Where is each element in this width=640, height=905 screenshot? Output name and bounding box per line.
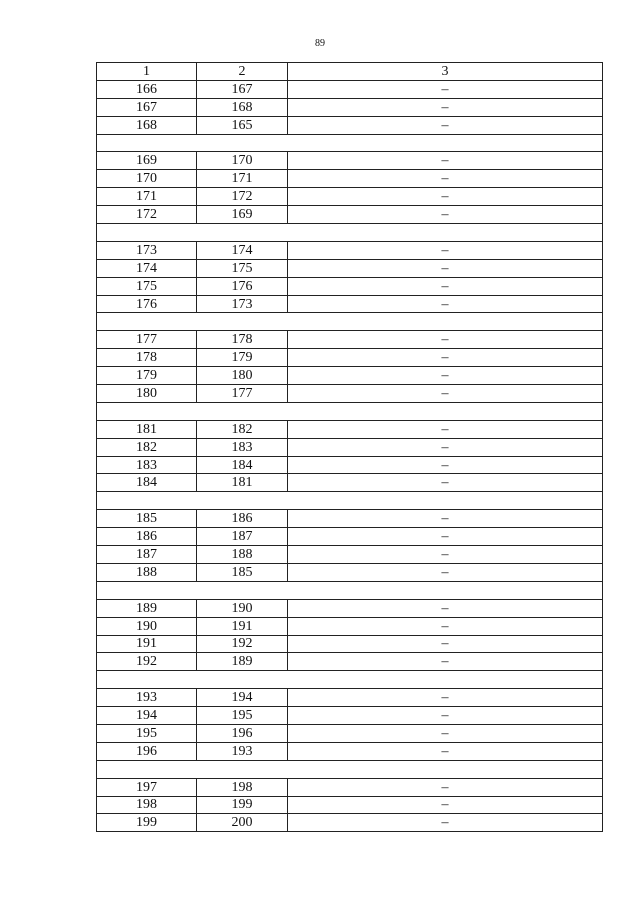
table-cell: – <box>288 563 603 581</box>
column-header: 3 <box>288 63 603 81</box>
table-cell: 168 <box>97 116 197 134</box>
table-row <box>97 528 603 546</box>
table-row <box>97 259 603 277</box>
table-cell: 198 <box>197 778 288 796</box>
table-row <box>97 241 603 259</box>
table-cell: – <box>288 707 603 725</box>
table-cell: – <box>288 546 603 564</box>
table-cell: 175 <box>197 259 288 277</box>
table-row <box>97 689 603 707</box>
column-header: 2 <box>197 63 288 81</box>
table-cell: 193 <box>97 689 197 707</box>
table-cell: 188 <box>197 546 288 564</box>
table-cell: – <box>288 456 603 474</box>
table-cell: 198 <box>97 796 197 814</box>
table-cell: – <box>288 188 603 206</box>
table-cell: 183 <box>197 438 288 456</box>
table-cell: – <box>288 689 603 707</box>
table-cell: 174 <box>197 241 288 259</box>
table-cell: 185 <box>197 563 288 581</box>
column-header: 1 <box>97 63 197 81</box>
table-row <box>97 707 603 725</box>
table-cell: 191 <box>197 617 288 635</box>
table-cell: – <box>288 778 603 796</box>
group-separator-row <box>97 402 603 420</box>
table-row <box>97 385 603 403</box>
group-separator-row <box>97 760 603 778</box>
table-cell: 199 <box>97 814 197 832</box>
table-cell: 169 <box>197 206 288 224</box>
table-cell: – <box>288 742 603 760</box>
table-row <box>97 277 603 295</box>
table-cell: 180 <box>97 385 197 403</box>
table-row <box>97 563 603 581</box>
group-separator-row <box>97 671 603 689</box>
table-cell: – <box>288 116 603 134</box>
table-cell: – <box>288 724 603 742</box>
table-cell: – <box>288 152 603 170</box>
table-cell: 191 <box>97 635 197 653</box>
table-cell: – <box>288 367 603 385</box>
table-cell: – <box>288 98 603 116</box>
table-cell: 171 <box>197 170 288 188</box>
data-table <box>96 62 603 832</box>
table-row <box>97 599 603 617</box>
table-row <box>97 367 603 385</box>
table-cell: 178 <box>97 349 197 367</box>
separator-cell <box>97 134 603 152</box>
table-cell: – <box>288 617 603 635</box>
table-cell: 174 <box>97 259 197 277</box>
separator-cell <box>97 492 603 510</box>
table-cell: 180 <box>197 367 288 385</box>
table-cell: 193 <box>197 742 288 760</box>
table-cell: 195 <box>197 707 288 725</box>
table-cell: – <box>288 206 603 224</box>
group-separator-row <box>97 492 603 510</box>
table-cell: 178 <box>197 331 288 349</box>
group-separator-row <box>97 313 603 331</box>
table-cell: 187 <box>197 528 288 546</box>
table-cell: 181 <box>97 420 197 438</box>
table-cell: 194 <box>97 707 197 725</box>
table-cell: 173 <box>197 295 288 313</box>
table-cell: 187 <box>97 546 197 564</box>
table-cell: 177 <box>97 331 197 349</box>
table-row <box>97 456 603 474</box>
table-cell: – <box>288 277 603 295</box>
group-separator-row <box>97 134 603 152</box>
table-row <box>97 474 603 492</box>
table-cell: – <box>288 796 603 814</box>
separator-cell <box>97 313 603 331</box>
table-row <box>97 814 603 832</box>
table-cell: 179 <box>97 367 197 385</box>
table-cell: – <box>288 474 603 492</box>
table-cell: 188 <box>97 563 197 581</box>
table-row <box>97 510 603 528</box>
table-cell: – <box>288 814 603 832</box>
table-header-row <box>97 63 603 81</box>
table-cell: – <box>288 653 603 671</box>
table-cell: 197 <box>97 778 197 796</box>
table-cell: 195 <box>97 724 197 742</box>
table-cell: – <box>288 259 603 277</box>
table-cell: – <box>288 385 603 403</box>
table-cell: 179 <box>197 349 288 367</box>
separator-cell <box>97 581 603 599</box>
table-cell: 171 <box>97 188 197 206</box>
table-cell: – <box>288 420 603 438</box>
table-cell: 192 <box>197 635 288 653</box>
table-cell: – <box>288 528 603 546</box>
table-cell: 181 <box>197 474 288 492</box>
table-cell: 177 <box>197 385 288 403</box>
table-cell: 184 <box>97 474 197 492</box>
table-cell: – <box>288 635 603 653</box>
table-row <box>97 617 603 635</box>
table-cell: – <box>288 80 603 98</box>
table-cell: 167 <box>97 98 197 116</box>
table-cell: 165 <box>197 116 288 134</box>
separator-cell <box>97 224 603 242</box>
table-cell: 169 <box>97 152 197 170</box>
table-row <box>97 116 603 134</box>
table-cell: 172 <box>97 206 197 224</box>
table-cell: 170 <box>97 170 197 188</box>
table-row <box>97 98 603 116</box>
table-cell: 196 <box>197 724 288 742</box>
table-cell: 199 <box>197 796 288 814</box>
table-row <box>97 188 603 206</box>
table-cell: 190 <box>197 599 288 617</box>
table-row <box>97 653 603 671</box>
table-cell: 185 <box>97 510 197 528</box>
table-row <box>97 778 603 796</box>
group-separator-row <box>97 581 603 599</box>
table-cell: 200 <box>197 814 288 832</box>
table-cell: 182 <box>197 420 288 438</box>
table-row <box>97 438 603 456</box>
table-row <box>97 170 603 188</box>
table-row <box>97 546 603 564</box>
table-cell: 186 <box>97 528 197 546</box>
table-cell: 166 <box>97 80 197 98</box>
table-cell: 183 <box>97 456 197 474</box>
group-separator-row <box>97 224 603 242</box>
table-cell: 196 <box>97 742 197 760</box>
table-row <box>97 331 603 349</box>
table-row <box>97 152 603 170</box>
table-row <box>97 742 603 760</box>
table-row <box>97 80 603 98</box>
table-cell: 175 <box>97 277 197 295</box>
table-cell: 194 <box>197 689 288 707</box>
table-cell: 182 <box>97 438 197 456</box>
table-cell: 167 <box>197 80 288 98</box>
table-row <box>97 420 603 438</box>
table-cell: 172 <box>197 188 288 206</box>
table-cell: – <box>288 241 603 259</box>
table-cell: 176 <box>97 295 197 313</box>
table-cell: 170 <box>197 152 288 170</box>
table-row <box>97 724 603 742</box>
table-body <box>97 80 603 831</box>
table-cell: 192 <box>97 653 197 671</box>
page-number: 89 <box>315 38 325 49</box>
table-cell: – <box>288 349 603 367</box>
table-cell: 168 <box>197 98 288 116</box>
separator-cell <box>97 402 603 420</box>
table-cell: 184 <box>197 456 288 474</box>
table-cell: 173 <box>97 241 197 259</box>
table-cell: – <box>288 170 603 188</box>
table-cell: 189 <box>197 653 288 671</box>
table-row <box>97 206 603 224</box>
table-row <box>97 349 603 367</box>
table-cell: – <box>288 599 603 617</box>
table-cell: – <box>288 510 603 528</box>
table-cell: 190 <box>97 617 197 635</box>
table-cell: 189 <box>97 599 197 617</box>
table-cell: – <box>288 295 603 313</box>
separator-cell <box>97 671 603 689</box>
table-cell: – <box>288 438 603 456</box>
table-row <box>97 796 603 814</box>
separator-cell <box>97 760 603 778</box>
table-cell: – <box>288 331 603 349</box>
table-row <box>97 635 603 653</box>
table-cell: 186 <box>197 510 288 528</box>
table-row <box>97 295 603 313</box>
table-cell: 176 <box>197 277 288 295</box>
